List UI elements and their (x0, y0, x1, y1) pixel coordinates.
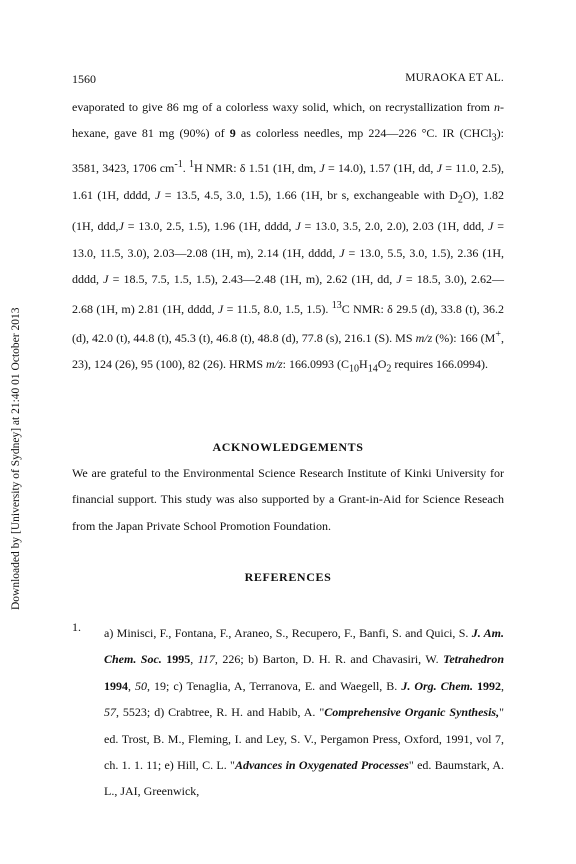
download-watermark: Downloaded by [University of Sydney] at 21:40 01 October 2013 (10, 307, 22, 610)
references-heading: REFERENCES (244, 570, 332, 584)
acknowledgements-heading: ACKNOWLEDGEMENTS (212, 440, 364, 454)
reference-number: 1. (72, 620, 81, 634)
page-number: 1560 (72, 72, 96, 86)
reference-item: a) Minisci, F., Fontana, F., Araneo, S., Recupero, F., Banfi, S. and Quici, S. J. Am. Chem. Soc. 1995, 117, 226; b) Barton, D. H. R. and Chavasiri, W. Tetrahedron 1994, 50, 19; c) Tenaglia, A, Terranova, E. and Waegell, B. J. Org. Chem. 1992, 57, 5523; d) Crabtree, R. H. and Habib, A. "Comprehensive Organic Synthesis," ed. Trost, B. M., Fleming, I. and Ley, S. V., Pergamon Press, Oxford, 1991, vol 7, ch. 1. 1. 11; e) Hill, C. L. "Advances in Oxygenated Processes" ed. Baumstark, A. L., JAI, Greenwick, (104, 626, 505, 799)
acknowledgements-text: We are grateful to the Environmental Science Research Institute of Kinki University for financial support. This study was also supported by a Grant-in-Aid for Science Reseach from the Japan Private School Promotion Foundation. (72, 466, 504, 533)
experimental-paragraph: evaporated to give 86 mg of a colorless waxy solid, which, on recrystallization from n-hexane, gave 81 mg (90%) of 9 as colorless needles, mp 224—226 °C. IR (CHCl$_3$): 3581, 3423, 1706 $cm^{-1}$. $^1$H NMR: δ 1.51 (1H, dm, J = 14.0), 1.57 (1H, dd, J = 11.0, 2.5), 1.61 (1H, dddd, J = 13.5, 4.5, 3.0, 1.5), 1.66 (1H, br s, exchangeable with $D_2O$), 1.82 (1H, ddd,J = 13.0, 2.5, 1.5), 1.96 (1H, dddd, J = 13.0, 3.5, 2.0, 2.0), 2.03 (1H, ddd, J = 13.0, 11.5, 3.0), 2.03—2.08 (1H, m), 2.14 (1H, dddd, J = 13.0, 5.5, 3.0, 1.5), 2.36 (1H, dddd, J = 18.5, 7.5, 1.5, 1.5), 2.43—2.48 (1H, m), 2.62 (1H, dd, J = 18.5, 3.0), 2.62—2.68 (1H, m) 2.81 (1H, dddd, J = 11.5, 8.0, 1.5, 1.5). $^{13}$C NMR: δ 29.5 (d), 33.8 (t), 36.2 (d), 42.0 (t), 44.8 (t), 45.3 (t), 46.8 (t), 48.8 (d), 77.8 (s), 216.1 (S). MS m/z (%): 166 (M+, 23), 124 (26), 95 (100), 82 (26). HRMS m/z: 166.0993 ($C_{10}H_{14}O_2$ requires 166.0994). (72, 100, 505, 375)
compound-number: 9 (229, 126, 236, 141)
running-head: MURAOKA ET AL. (405, 72, 504, 84)
